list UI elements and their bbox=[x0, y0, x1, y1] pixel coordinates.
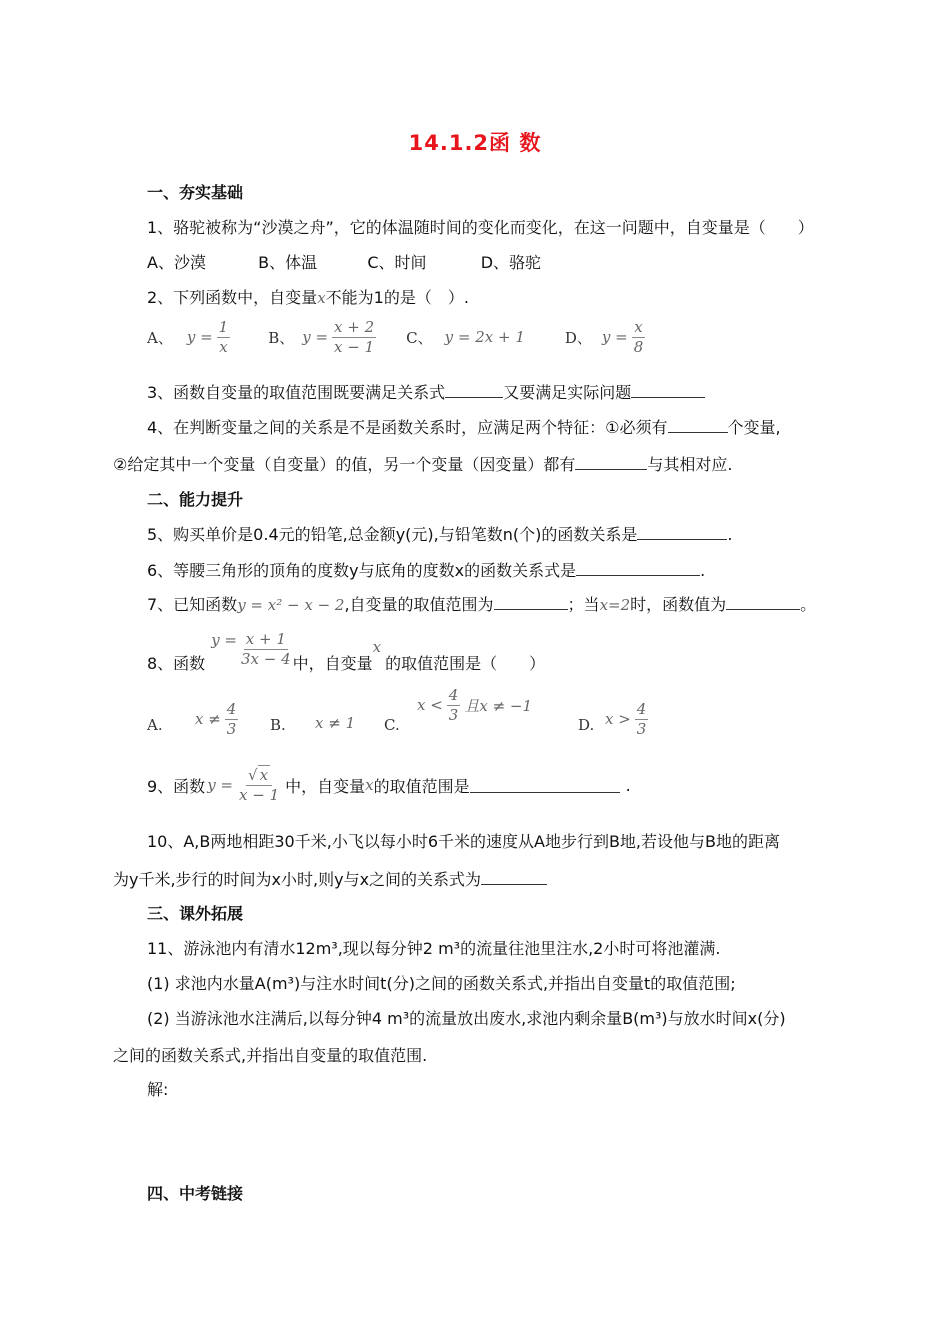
answer-blank[interactable] bbox=[631, 382, 705, 398]
q8-text-a: 8、函数 bbox=[147, 654, 206, 673]
denominator: 3 bbox=[448, 705, 459, 724]
q4-text-a: 4、在判断变量之间的关系是不是函数关系时，应满足两个特征：①必须有 bbox=[147, 418, 668, 437]
section-heading-4: 四、中考链接 bbox=[147, 1184, 244, 1203]
q1-option-c: C、时间 bbox=[367, 253, 427, 272]
q2-variable: x bbox=[317, 289, 326, 307]
answer-blank[interactable] bbox=[637, 524, 727, 540]
q9-text-c: 的取值范围是 bbox=[373, 776, 470, 796]
q8-option-c-expr-2: 且x ≠ −1 bbox=[464, 696, 533, 715]
q8-text-c: 的取值范围是（ ） bbox=[385, 654, 546, 673]
q7-condition: x=2 bbox=[599, 596, 631, 614]
q7-text-a: 7、已知函数 bbox=[147, 595, 238, 614]
question-1: 1、骆驼被称为“沙漠之舟”，它的体温随时间的变化而变化，在这一问题中，自变量是（ ） bbox=[147, 218, 814, 237]
q2-option-d-lhs: y = bbox=[601, 328, 628, 347]
q2-option-a-label: A、 bbox=[147, 328, 173, 347]
question-11-part-2-cont: 之间的函数关系式,并指出自变量的取值范围. bbox=[113, 1046, 428, 1065]
section-heading-3: 三、课外拓展 bbox=[147, 904, 244, 923]
page-title: 14.1.2函 数 bbox=[408, 131, 542, 155]
answer-blank[interactable] bbox=[575, 454, 647, 470]
question-10-line-2 bbox=[113, 867, 547, 890]
denominator: x bbox=[219, 337, 228, 356]
question-11-part-1: (1) 求池内水量A(m³)与注水时间t(分)之间的函数关系式,并指出自变量t的取值范围; bbox=[147, 974, 736, 993]
answer-blank[interactable] bbox=[445, 382, 503, 398]
q8-option-b-label: B. bbox=[270, 716, 286, 734]
answer-blank[interactable] bbox=[668, 417, 728, 433]
q9-text-a: 9、函数 bbox=[147, 776, 206, 796]
q8-variable: x bbox=[372, 637, 382, 656]
q8-text-b: 中，自变量 bbox=[292, 654, 373, 673]
q2-option-c-expr: y = 2x + 1 bbox=[444, 328, 525, 347]
q8-option-a-expr: x ≠ bbox=[195, 710, 221, 729]
question-8-options bbox=[147, 686, 847, 748]
q4-text-c: ②给定其中一个变量（自变量）的值，另一个变量（因变量）都有 bbox=[113, 455, 576, 474]
q2-option-b-lhs: y = bbox=[302, 328, 329, 347]
q10-text-b: 为y千米,步行的时间为x小时,则y与x之间的关系式为 bbox=[113, 870, 482, 889]
denominator: 3 bbox=[636, 719, 647, 738]
q2-option-a-fraction bbox=[217, 318, 231, 357]
answer-blank[interactable] bbox=[494, 594, 568, 610]
q5-text: 5、购买单价是0.4元的铅笔,总金额y(元),与铅笔数n(个)的函数关系是 bbox=[147, 525, 638, 544]
q8-option-d-label: D. bbox=[578, 716, 595, 734]
q8-option-a bbox=[195, 700, 238, 739]
numerator: x bbox=[634, 318, 643, 336]
q2-option-d-label: D、 bbox=[564, 328, 592, 347]
answer-blank[interactable] bbox=[726, 594, 800, 610]
q7-text-d: 时，函数值为 bbox=[630, 595, 727, 614]
q8-option-c-label: C. bbox=[384, 716, 400, 734]
q1-option-b: B、体温 bbox=[258, 253, 318, 272]
denominator: x − 1 bbox=[334, 337, 375, 356]
question-7 bbox=[147, 592, 816, 615]
numerator bbox=[246, 766, 272, 786]
q6-text: 6、等腰三角形的顶角的度数y与底角的度数x的函数关系式是 bbox=[147, 561, 577, 580]
q2-option-c-label: C、 bbox=[406, 328, 433, 347]
question-2-options bbox=[147, 318, 645, 357]
q4-text-d: 与其相对应. bbox=[647, 455, 733, 474]
q1-option-d: D、骆驼 bbox=[480, 253, 542, 272]
sqrt-sign: √ bbox=[248, 766, 258, 784]
question-10-line-1: 10、A,B两地相距30千米,小飞以每小时6千米的速度从A地步行到B地,若设他与B地的距离 bbox=[147, 832, 780, 851]
q9-end: . bbox=[625, 775, 631, 795]
numerator: 1 bbox=[218, 318, 229, 336]
q2-option-b-fraction bbox=[332, 318, 376, 357]
q3-text-b: 又要满足实际问题 bbox=[503, 383, 632, 402]
denominator: 3 bbox=[226, 719, 237, 738]
question-11-intro: 11、游泳池内有清水12m³,现以每分钟2 m³的流量往池里注水,2小时可将池灌满. bbox=[147, 939, 721, 958]
q2-option-d-fraction bbox=[632, 318, 646, 357]
denominator: 8 bbox=[633, 337, 644, 356]
question-9 bbox=[147, 766, 631, 805]
numerator: 4 bbox=[226, 700, 237, 718]
numerator: 4 bbox=[448, 686, 459, 704]
q3-text-a: 3、函数自变量的取值范围既要满足关系式 bbox=[147, 383, 446, 402]
section-heading-2: 二、能力提升 bbox=[147, 490, 244, 509]
answer-blank[interactable] bbox=[470, 777, 620, 793]
q6-end: . bbox=[700, 561, 706, 580]
q8-option-b-expr: x ≠ 1 bbox=[315, 714, 356, 732]
q7-expression: y = x² − x − 2 bbox=[237, 596, 345, 614]
q9-variable: x bbox=[365, 776, 374, 795]
answer-label: 解: bbox=[147, 1080, 169, 1099]
q8-fraction bbox=[239, 630, 293, 669]
denominator: 3x − 4 bbox=[241, 650, 291, 668]
q2-option-a-lhs: y = bbox=[186, 328, 213, 347]
q9-text-b: 中，自变量 bbox=[285, 776, 366, 796]
q8-lhs: y = bbox=[211, 630, 237, 649]
question-8 bbox=[147, 625, 545, 674]
q4-text-b: 个变量, bbox=[727, 418, 781, 437]
q8-option-d bbox=[605, 700, 648, 739]
numerator: x + 1 bbox=[245, 630, 286, 649]
q7-end: 。 bbox=[800, 595, 817, 614]
question-3 bbox=[147, 380, 705, 403]
question-6 bbox=[147, 558, 705, 581]
numerator: x + 2 bbox=[334, 318, 375, 336]
q9-lhs: y = bbox=[207, 776, 233, 795]
q8-option-d-fraction bbox=[635, 700, 649, 739]
q8-option-c-fraction bbox=[447, 686, 461, 725]
q8-option-c-expr-1: x < bbox=[417, 696, 443, 715]
q7-text-c: ；当 bbox=[567, 595, 600, 614]
question-2 bbox=[147, 285, 469, 308]
section-heading-1: 一、夯实基础 bbox=[147, 183, 244, 202]
question-5 bbox=[147, 522, 732, 545]
q8-option-a-fraction bbox=[225, 700, 239, 739]
q9-fraction bbox=[237, 766, 281, 805]
q5-end: . bbox=[727, 525, 733, 544]
q7-text-b: ,自变量的取值范围为 bbox=[344, 595, 494, 614]
q2-text-pre: 2、下列函数中，自变量 bbox=[147, 288, 318, 307]
q2-option-b-label: B、 bbox=[268, 328, 295, 347]
question-4-line-1 bbox=[147, 415, 781, 438]
q8-option-c bbox=[417, 686, 532, 725]
denominator: x − 1 bbox=[239, 785, 280, 804]
question-1-options bbox=[147, 250, 541, 273]
numerator: 4 bbox=[636, 700, 647, 718]
answer-blank[interactable] bbox=[576, 560, 700, 576]
question-4-line-2 bbox=[113, 452, 732, 475]
question-11-part-2: (2) 当游泳池水注满后,以每分钟4 m³的流量放出废水,求池内剩余量B(m³)与放水时间x(分) bbox=[147, 1009, 786, 1028]
q1-option-a: A、沙漠 bbox=[147, 253, 206, 272]
radicand: x bbox=[259, 766, 269, 784]
q8-option-a-label: A. bbox=[147, 716, 163, 734]
q2-text-post: 不能为1的是（ ）. bbox=[325, 288, 469, 307]
answer-blank[interactable] bbox=[481, 869, 547, 885]
q8-option-d-expr: x > bbox=[605, 710, 631, 729]
